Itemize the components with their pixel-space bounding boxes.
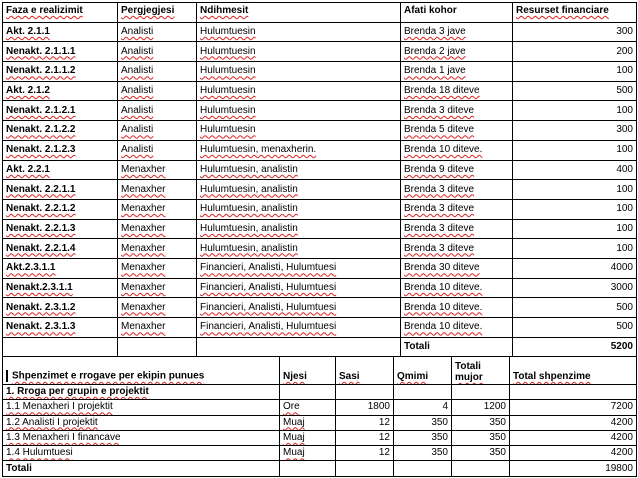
cell-afati: Brenda 3 diteve	[401, 219, 513, 239]
cell-pergjegjesi: Menaxher	[118, 258, 197, 278]
cell-faza: Nenakt. 2.1.2.3	[3, 140, 118, 160]
cell-afati: Brenda 3 diteve	[401, 239, 513, 259]
cell-ndihmesit: Hulumtuesin	[197, 62, 401, 82]
cell-afati: Brenda 10 diteve.	[401, 140, 513, 160]
budget-row	[3, 415, 637, 430]
cell-faza: Nenakt. 2.1.1.1	[3, 42, 118, 62]
budget-mujor: 350	[452, 430, 510, 445]
cell-resurset: 100	[513, 140, 637, 160]
cell-faza: Akt.2.3.1.1	[3, 258, 118, 278]
table-row	[3, 258, 637, 278]
cell-faza: Nenakt. 2.2.1.1	[3, 180, 118, 200]
table-row	[3, 42, 637, 62]
salary-budget-body	[3, 357, 637, 477]
table-row	[3, 219, 637, 239]
cell-afati: Brenda 18 diteve	[401, 81, 513, 101]
budget-total: 4200	[510, 430, 637, 445]
header-resurset: Resurset financiare	[513, 3, 637, 23]
cell-resurset: 200	[513, 42, 637, 62]
budget-section-label: 1. Rroga per grupin e projektit	[3, 385, 280, 400]
header-faza: Faza e realizimit	[3, 3, 118, 23]
budget-total-value: 19800	[510, 461, 637, 476]
table-row	[3, 81, 637, 101]
header-ndihmesit: Ndihmesit	[197, 3, 401, 23]
cell-ndihmesit: Hulumtuesin, analistin	[197, 199, 401, 219]
plan-total-value: 5200	[513, 337, 637, 357]
budget-header-totali-mujor: Totali mujor	[452, 357, 510, 385]
cell-ndihmesit: Financieri, Analisti, Hulumtuesi	[197, 318, 401, 338]
cell-faza: Nenakt. 2.2.1.3	[3, 219, 118, 239]
budget-njesi: Muaj	[280, 430, 336, 445]
cell-afati: Brenda 3 jave	[401, 22, 513, 42]
cell-ndihmesit: Financieri, Analisti, Hulumtuesi	[197, 278, 401, 298]
plan-total-label: Totali	[401, 337, 513, 357]
table-row	[3, 180, 637, 200]
budget-njesi: Muaj	[280, 446, 336, 461]
activity-plan-body	[3, 3, 637, 357]
cell-faza: Nenakt. 2.3.1.2	[3, 298, 118, 318]
cell-faza: Nenakt. 2.3.1.3	[3, 318, 118, 338]
budget-mujor: 350	[452, 446, 510, 461]
budget-name: 1.2 Analisti I projektit	[3, 415, 280, 430]
cell-ndihmesit: Financieri, Analisti, Hulumtuesi	[197, 298, 401, 318]
cell-afati: Brenda 9 diteve	[401, 160, 513, 180]
budget-qmimi: 350	[394, 415, 452, 430]
empty-cell	[394, 461, 452, 476]
cell-pergjegjesi: Analisti	[118, 101, 197, 121]
budget-section-row	[3, 385, 637, 400]
cell-afati: Brenda 3 diteve	[401, 101, 513, 121]
cell-ndihmesit: Hulumtuesin, analistin	[197, 219, 401, 239]
empty-cell	[452, 461, 510, 476]
cell-afati: Brenda 2 jave	[401, 42, 513, 62]
budget-sasi: 12	[336, 430, 394, 445]
table-row	[3, 298, 637, 318]
empty-cell	[3, 337, 118, 357]
cell-pergjegjesi: Analisti	[118, 22, 197, 42]
empty-cell	[280, 461, 336, 476]
budget-name: 1.4 Hulumtuesi	[3, 446, 280, 461]
header-afati: Afati kohor	[401, 3, 513, 23]
table-row	[3, 101, 637, 121]
budget-mujor: 1200	[452, 400, 510, 415]
cell-resurset: 100	[513, 180, 637, 200]
cell-resurset: 500	[513, 298, 637, 318]
cell-pergjegjesi: Analisti	[118, 62, 197, 82]
cell-faza: Akt. 2.2.1	[3, 160, 118, 180]
cell-pergjegjesi: Menaxher	[118, 160, 197, 180]
budget-total-label: Totali	[3, 461, 280, 476]
cell-pergjegjesi: Menaxher	[118, 180, 197, 200]
budget-name: 1.3 Menaxheri I financave	[3, 430, 280, 445]
budget-header-njesi: Njesi	[280, 357, 336, 385]
budget-row	[3, 400, 637, 415]
budget-row	[3, 430, 637, 445]
cell-faza: Nenakt. 2.1.2.1	[3, 101, 118, 121]
cell-pergjegjesi: Analisti	[118, 42, 197, 62]
cell-afati: Brenda 3 diteve	[401, 199, 513, 219]
budget-row	[3, 446, 637, 461]
budget-header-row	[3, 357, 637, 385]
budget-total: 4200	[510, 415, 637, 430]
cell-resurset: 100	[513, 219, 637, 239]
cell-pergjegjesi: Analisti	[118, 81, 197, 101]
cell-ndihmesit: Hulumtuesin	[197, 101, 401, 121]
cell-faza: Nenakt. 2.1.2.2	[3, 121, 118, 141]
cell-ndihmesit: Hulumtuesin, analistin	[197, 180, 401, 200]
table-row	[3, 199, 637, 219]
budget-sasi: 1800	[336, 400, 394, 415]
cell-resurset: 300	[513, 22, 637, 42]
budget-header-qmimi: Qmimi	[394, 357, 452, 385]
table-row	[3, 62, 637, 82]
table-row	[3, 140, 637, 160]
table-row	[3, 160, 637, 180]
cell-afati: Brenda 3 diteve	[401, 180, 513, 200]
table-row	[3, 318, 637, 338]
cell-ndihmesit: Hulumtuesin, menaxherin.	[197, 140, 401, 160]
cell-resurset: 500	[513, 81, 637, 101]
cell-afati: Brenda 10 diteve.	[401, 318, 513, 338]
header-pergjegjesi: Pergjegjesi	[118, 3, 197, 23]
cell-pergjegjesi: Menaxher	[118, 298, 197, 318]
cell-resurset: 3000	[513, 278, 637, 298]
cell-ndihmesit: Hulumtuesin	[197, 22, 401, 42]
cell-pergjegjesi: Menaxher	[118, 318, 197, 338]
cell-resurset: 100	[513, 199, 637, 219]
table-row	[3, 278, 637, 298]
cell-faza: Akt. 2.1.1	[3, 22, 118, 42]
budget-header-title: Shpenzimet e rrogave per ekipin punues	[3, 357, 280, 385]
budget-total: 7200	[510, 400, 637, 415]
table-row	[3, 22, 637, 42]
cell-ndihmesit: Hulumtuesin	[197, 121, 401, 141]
cell-afati: Brenda 10 diteve.	[401, 278, 513, 298]
cell-resurset: 500	[513, 318, 637, 338]
cell-afati: Brenda 30 diteve	[401, 258, 513, 278]
cell-afati: Brenda 10 diteve.	[401, 298, 513, 318]
budget-header-total-shpenzime: Total shpenzime	[510, 357, 637, 385]
budget-total: 4200	[510, 446, 637, 461]
cell-resurset: 4000	[513, 258, 637, 278]
cell-pergjegjesi: Menaxher	[118, 278, 197, 298]
cell-ndihmesit: Financieri, Analisti, Hulumtuesi	[197, 258, 401, 278]
cell-resurset: 100	[513, 62, 637, 82]
table-row	[3, 239, 637, 259]
cell-resurset: 300	[513, 121, 637, 141]
cell-pergjegjesi: Analisti	[118, 121, 197, 141]
budget-njesi: Ore	[280, 400, 336, 415]
salary-budget-table	[2, 356, 637, 477]
budget-njesi: Muaj	[280, 415, 336, 430]
cell-pergjegjesi: Menaxher	[118, 199, 197, 219]
cell-resurset: 400	[513, 160, 637, 180]
budget-qmimi: 4	[394, 400, 452, 415]
cell-afati: Brenda 1 jave	[401, 62, 513, 82]
cell-faza: Akt. 2.1.2	[3, 81, 118, 101]
cell-afati: Brenda 5 diteve	[401, 121, 513, 141]
cell-resurset: 100	[513, 239, 637, 259]
text-cursor-bar	[6, 370, 8, 382]
budget-total-row	[3, 461, 637, 476]
budget-mujor: 350	[452, 415, 510, 430]
cell-pergjegjesi: Menaxher	[118, 219, 197, 239]
activity-plan-table	[2, 2, 637, 357]
budget-qmimi: 350	[394, 446, 452, 461]
cell-faza: Nenakt. 2.1.1.2	[3, 62, 118, 82]
cell-faza: Nenakt.2.3.1.1	[3, 278, 118, 298]
budget-sasi: 12	[336, 415, 394, 430]
budget-sasi: 12	[336, 446, 394, 461]
table-row	[3, 121, 637, 141]
empty-cell	[336, 461, 394, 476]
cell-ndihmesit: Hulumtuesin	[197, 42, 401, 62]
budget-qmimi: 350	[394, 430, 452, 445]
cell-ndihmesit: Hulumtuesin	[197, 81, 401, 101]
cell-pergjegjesi: Analisti	[118, 140, 197, 160]
cell-faza: Nenakt. 2.2.1.2	[3, 199, 118, 219]
budget-name: 1.1 Menaxheri I projektit	[3, 400, 280, 415]
empty-cell	[197, 337, 401, 357]
table-header-row	[3, 3, 637, 23]
cell-ndihmesit: Hulumtuesin, analistin	[197, 160, 401, 180]
cell-resurset: 100	[513, 101, 637, 121]
cell-ndihmesit: Hulumtuesin, analistin	[197, 239, 401, 259]
cell-faza: Nenakt. 2.2.1.4	[3, 239, 118, 259]
plan-total-row	[3, 337, 637, 357]
empty-cell	[118, 337, 197, 357]
cell-pergjegjesi: Menaxher	[118, 239, 197, 259]
budget-header-sasi: Sasi	[336, 357, 394, 385]
